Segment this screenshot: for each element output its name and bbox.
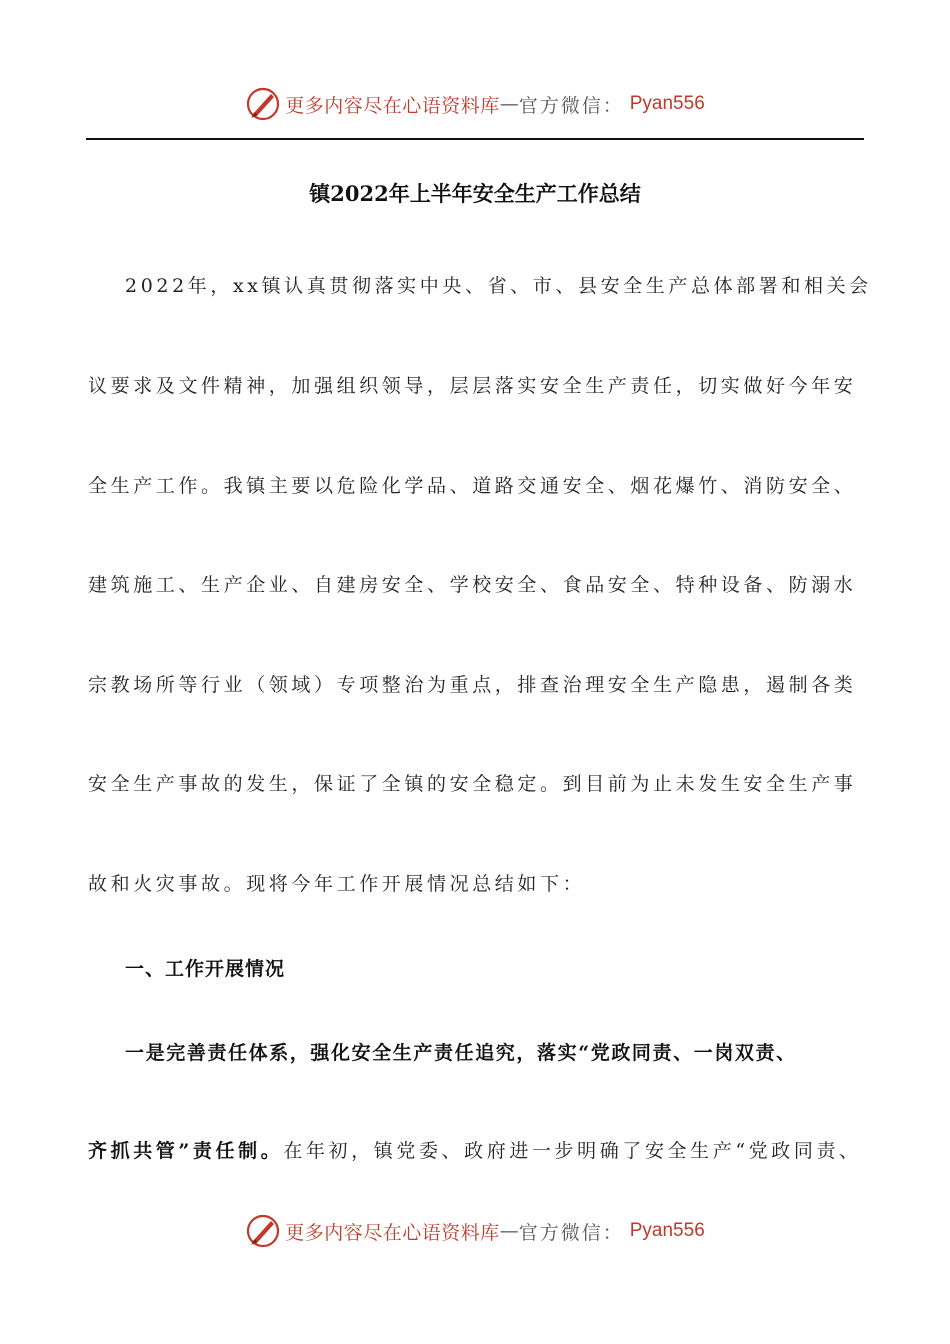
header-rule (86, 138, 864, 140)
intro-line: 全生产工作。我镇主要以危险化学品、道路交通安全、烟花爆竹、消防安全、 (88, 475, 857, 497)
footer-banner (0, 1209, 950, 1253)
intro-line: 议要求及文件精神，加强组织领导，层层落实安全生产责任，切实做好今年安 (88, 375, 857, 397)
banner-text: 更多内容尽在心语资料库 (285, 94, 500, 117)
intro-line: 故和火灾事故。现将今年工作开展情况总结如下： (88, 873, 586, 895)
banner-wechat-id: Pyan556 (629, 93, 705, 114)
banner-separator: — (499, 93, 519, 115)
banner-wechat-id: Pyan556 (629, 1220, 705, 1241)
point1-line1: 一是完善责任体系，强化安全生产责任追究，落实“党政同责、一岗双责、 (125, 1042, 797, 1064)
section-heading: 一、工作开展情况 (125, 958, 286, 980)
point1-rest: 在年初，镇党委、政府进一步明确了安全生产“党政同责、 (283, 1140, 862, 1162)
intro-line: 建筑施工、生产企业、自建房安全、学校安全、食品安全、特种设备、防溺水 (88, 574, 857, 596)
intro-line: 2022年，xx镇认真贯彻落实中央、省、市、县安全生产总体部署和相关会 (125, 275, 872, 297)
quill-logo-icon (245, 1213, 281, 1249)
banner-separator: — (499, 1220, 519, 1242)
document-title: 镇2022年上半年安全生产工作总结 (309, 181, 641, 206)
quill-logo-icon (245, 86, 281, 122)
banner-label: 官方微信： (518, 1221, 624, 1244)
header-banner (0, 82, 950, 126)
point1-line2 (88, 1137, 868, 1165)
banner-label: 官方微信： (518, 94, 624, 117)
intro-line: 宗教场所等行业（领域）专项整治为重点，排查治理安全生产隐患，遏制各类 (88, 674, 857, 696)
point1-bold-lead: 齐抓共管”责任制。 (88, 1140, 284, 1162)
banner-text: 更多内容尽在心语资料库 (285, 1221, 500, 1244)
intro-line: 安全生产事故的发生，保证了全镇的安全稳定。到目前为止未发生安全生产事 (88, 773, 857, 795)
